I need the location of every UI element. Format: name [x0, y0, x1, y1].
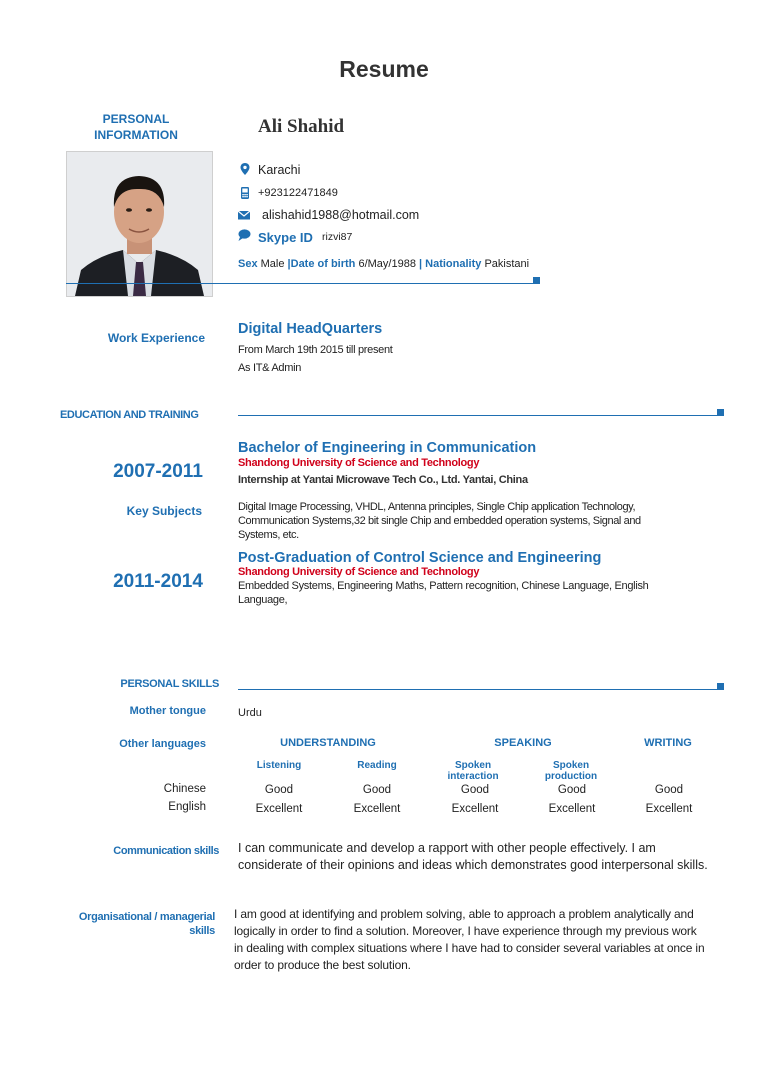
personal-skills-heading: PERSONAL SKILLS [120, 678, 219, 690]
understanding-header: UNDERSTANDING [280, 737, 376, 749]
dob-value: 6/May/1988 [358, 258, 416, 270]
personal-info-heading-line1: PERSONAL [102, 112, 170, 126]
email-address: alishahid1988@hotmail.com [262, 208, 420, 222]
key-subjects-line: Communication Systems,32 bit single Chip and embedded operation systems, Signal and [238, 515, 641, 527]
language-reading: Excellent [353, 803, 401, 815]
degree-title: Post-Graduation of Control Science and Engineering [238, 550, 602, 566]
spoken-production-line: Spoken [552, 760, 590, 771]
language-interaction: Good [460, 784, 490, 796]
personal-details-line [238, 258, 529, 270]
personal-info-heading-line2: INFORMATION [94, 128, 178, 142]
skills-divider [238, 689, 722, 690]
divider-end-marker [533, 277, 540, 284]
divider-end-marker [717, 409, 724, 416]
education-years: 2007-2011 [113, 461, 203, 482]
organisational-line: order to produce the best solution. [234, 958, 411, 972]
subjects-line: Language, [238, 594, 288, 606]
subjects-text [238, 579, 648, 607]
communication-skills-label: Communication skills [113, 845, 219, 857]
key-subjects-line: Systems, etc. [238, 529, 299, 541]
organisational-label-line: Organisational / managerial [78, 911, 215, 923]
separator: | [287, 258, 291, 270]
education-years: 2011-2014 [113, 571, 203, 592]
dob-label: Date of birth [290, 258, 356, 270]
language-writing: Good [654, 784, 684, 796]
key-subjects-line: Digital Image Processing, VHDL, Antenna principles, Single Chip application Technology, [238, 501, 636, 513]
sex-label: Sex [238, 258, 258, 270]
listening-subheader: Listening [256, 760, 302, 771]
university-name: Shandong University of Science and Technology [238, 457, 480, 469]
profile-photo [66, 151, 213, 297]
internship-info: Internship at Yantai Microwave Tech Co., Ltd. Yantai, China [238, 474, 528, 486]
communication-skills-text [238, 840, 708, 874]
organisational-line: I am good at identifying and problem solving, able to approach a problem analytically and [234, 907, 694, 921]
mother-tongue-label: Mother tongue [129, 705, 206, 717]
work-experience-label: Work Experience [107, 331, 205, 345]
language-name: English [168, 801, 206, 813]
university-name: Shandong University of Science and Technology [238, 566, 480, 578]
sex-value: Male [260, 258, 285, 270]
nationality-label: Nationality [425, 258, 482, 270]
organisational-label-line: skills [189, 925, 215, 937]
skype-id: rizvi87 [322, 231, 353, 243]
organisational-line: logically in order to find a solution. Moreover, I have experience through my previous work [234, 924, 697, 938]
work-period: From March 19th 2015 till present [238, 344, 393, 356]
organisational-skills-text [234, 906, 704, 974]
subjects-line: Embedded Systems, Engineering Maths, Pattern recognition, Chinese Language, English [238, 580, 649, 592]
phone-number: +923122471849 [258, 187, 338, 199]
mother-tongue-value: Urdu [238, 707, 262, 719]
language-name: Chinese [163, 783, 206, 795]
divider-end-marker [717, 683, 724, 690]
spoken-interaction-line: interaction [447, 771, 499, 782]
language-production: Good [557, 784, 587, 796]
profile-photo-portrait [67, 152, 212, 296]
candidate-name: Ali Shahid [258, 116, 345, 137]
language-listening: Excellent [255, 803, 303, 815]
language-writing: Excellent [645, 803, 693, 815]
speaking-header: SPEAKING [494, 737, 552, 749]
work-role: As IT& Admin [238, 362, 302, 374]
organisational-skills-label [60, 910, 215, 938]
phone-icon [238, 186, 252, 200]
document-title: Resume [339, 56, 429, 82]
education-heading: EDUCATION AND TRAINING [60, 409, 199, 421]
spoken-interaction-line: Spoken [454, 760, 492, 771]
personal-divider [66, 283, 536, 284]
language-listening: Good [264, 784, 294, 796]
communication-line: considerate of their opinions and ideas which demonstrates good interpersonal skills. [238, 858, 708, 872]
language-production: Excellent [548, 803, 596, 815]
company-name: Digital HeadQuarters [238, 321, 383, 337]
spoken-interaction-subheader [432, 760, 514, 782]
key-subjects-label: Key Subjects [126, 504, 202, 518]
organisational-line: in dealing with complex situations where I have had to consider several variables at once in [234, 941, 705, 955]
writing-header: WRITING [644, 737, 692, 749]
city: Karachi [258, 163, 301, 177]
personal-info-heading [76, 111, 196, 143]
education-divider [238, 415, 722, 416]
degree-title: Bachelor of Engineering in Communication [238, 440, 537, 456]
chat-bubble-icon [237, 228, 251, 242]
location-pin-icon [238, 162, 252, 176]
reading-subheader: Reading [357, 760, 397, 771]
language-interaction: Excellent [451, 803, 499, 815]
spoken-production-subheader [530, 760, 612, 782]
nationality-value: Pakistani [484, 258, 530, 270]
spoken-production-line: production [544, 771, 598, 782]
other-languages-label: Other languages [119, 738, 206, 750]
separator: | [419, 258, 423, 270]
skype-label: Skype ID [258, 230, 313, 245]
communication-line: I can communicate and develop a rapport with other people effectively. I am [238, 841, 656, 855]
envelope-icon [237, 208, 251, 222]
key-subjects-text [238, 500, 641, 542]
language-reading: Good [362, 784, 392, 796]
